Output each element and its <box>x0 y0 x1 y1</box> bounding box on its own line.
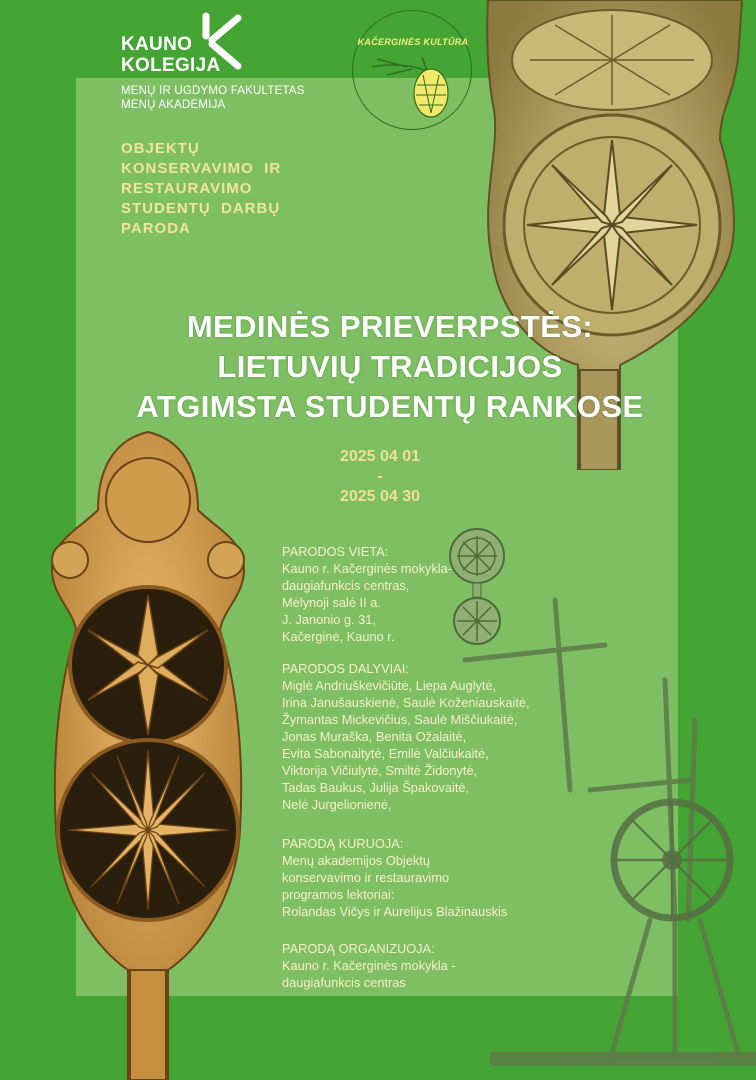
organizer-heading: PARODĄ ORGANIZUOJA: <box>282 941 435 956</box>
participants-line: Žymantas Mickevičius, Saulė Miščiukaitė, <box>282 712 518 727</box>
curators-block <box>282 835 572 920</box>
kacergines-kultura-badge <box>352 10 472 130</box>
exhibition-line: RESTAURAVIMO <box>121 180 253 197</box>
organizer-line: daugiafunkcis centras <box>282 975 406 990</box>
logo-wordmark <box>121 34 221 76</box>
participants-line: Jonas Muraška, Benita Ožalaitė, <box>282 729 467 744</box>
venue-line: Mėlynoji salė II a. <box>282 595 381 610</box>
pine-cone-icon <box>367 49 459 121</box>
logo-line2: KOLEGIJA <box>121 55 221 76</box>
title-line2: LIETUVIŲ TRADICIJOS <box>217 349 563 384</box>
faculty-line2: MENŲ AKADEMIJA <box>121 99 226 111</box>
venue-line: J. Janonio g. 31, <box>282 612 376 627</box>
curators-line: konservavimo ir restauravimo <box>282 870 450 885</box>
exhibition-line: STUDENTŲ DARBŲ <box>121 200 281 217</box>
logo-line1: KAUNO <box>121 34 193 55</box>
curators-heading: PARODĄ KURUOJA: <box>282 836 404 851</box>
curators-line: Menų akademijos Objektų <box>282 853 430 868</box>
venue-heading: PARODOS VIETA: <box>282 544 389 559</box>
participants-line: Tadas Baukus, Julija Špakovaitė, <box>282 780 470 795</box>
participants-heading: PARODOS DALYVIAI: <box>282 661 409 676</box>
title-line3: ATGIMSTA STUDENTŲ RANKOSE <box>136 389 644 424</box>
date-separator: - <box>377 468 383 485</box>
organizer-block <box>282 940 572 991</box>
exhibition-label <box>121 139 281 239</box>
curators-line: Rolandas Vičys ir Aurelijus Blažinauskis <box>282 904 508 919</box>
participants-line: Evita Sabonaitytė, Emilė Valčiukaitė, <box>282 746 489 761</box>
venue-line: Kačerginė, Kauno r. <box>282 629 395 644</box>
exhibition-line: KONSERVAVIMO IR <box>121 160 282 177</box>
date-start: 2025 04 01 <box>339 448 421 465</box>
exhibition-dates <box>300 447 460 507</box>
venue-line: daugiafunkcis centras, <box>282 578 410 593</box>
poster-title <box>70 307 710 427</box>
venue-line: Kauno r. Kačerginės mokykla- <box>282 561 452 576</box>
faculty-text <box>121 84 304 112</box>
organizer-line: Kauno r. Kačerginės mokykla - <box>282 958 456 973</box>
participants-line: Irina Janušauskienė, Saulė Koženiauskaitė, <box>282 695 530 710</box>
exhibition-line: PARODA <box>121 220 191 237</box>
title-line1: MEDINĖS PRIEVERPSTĖS: <box>186 309 594 344</box>
info-column <box>282 543 572 1006</box>
badge-text: KAČERGINĖS KULTŪRA <box>357 37 469 47</box>
date-end: 2025 04 30 <box>339 488 421 505</box>
carved-distaff-bottom-image <box>48 430 250 1080</box>
participants-block <box>282 660 572 813</box>
venue-block <box>282 543 572 645</box>
participants-line: Viktorija Vičiulytė, Smiltė Židonytė, <box>282 763 478 778</box>
curators-line: programos lektoriai: <box>282 887 395 902</box>
exhibition-line: OBJEKTŲ <box>121 140 200 157</box>
faculty-line1: MENŲ IR UGDYMO FAKULTETAS <box>121 85 305 97</box>
participants-line: Miglė Andriuškevičiūtė, Liepa Auglytė, <box>282 678 497 693</box>
participants-line: Nelė Jurgelionienė, <box>282 797 392 812</box>
